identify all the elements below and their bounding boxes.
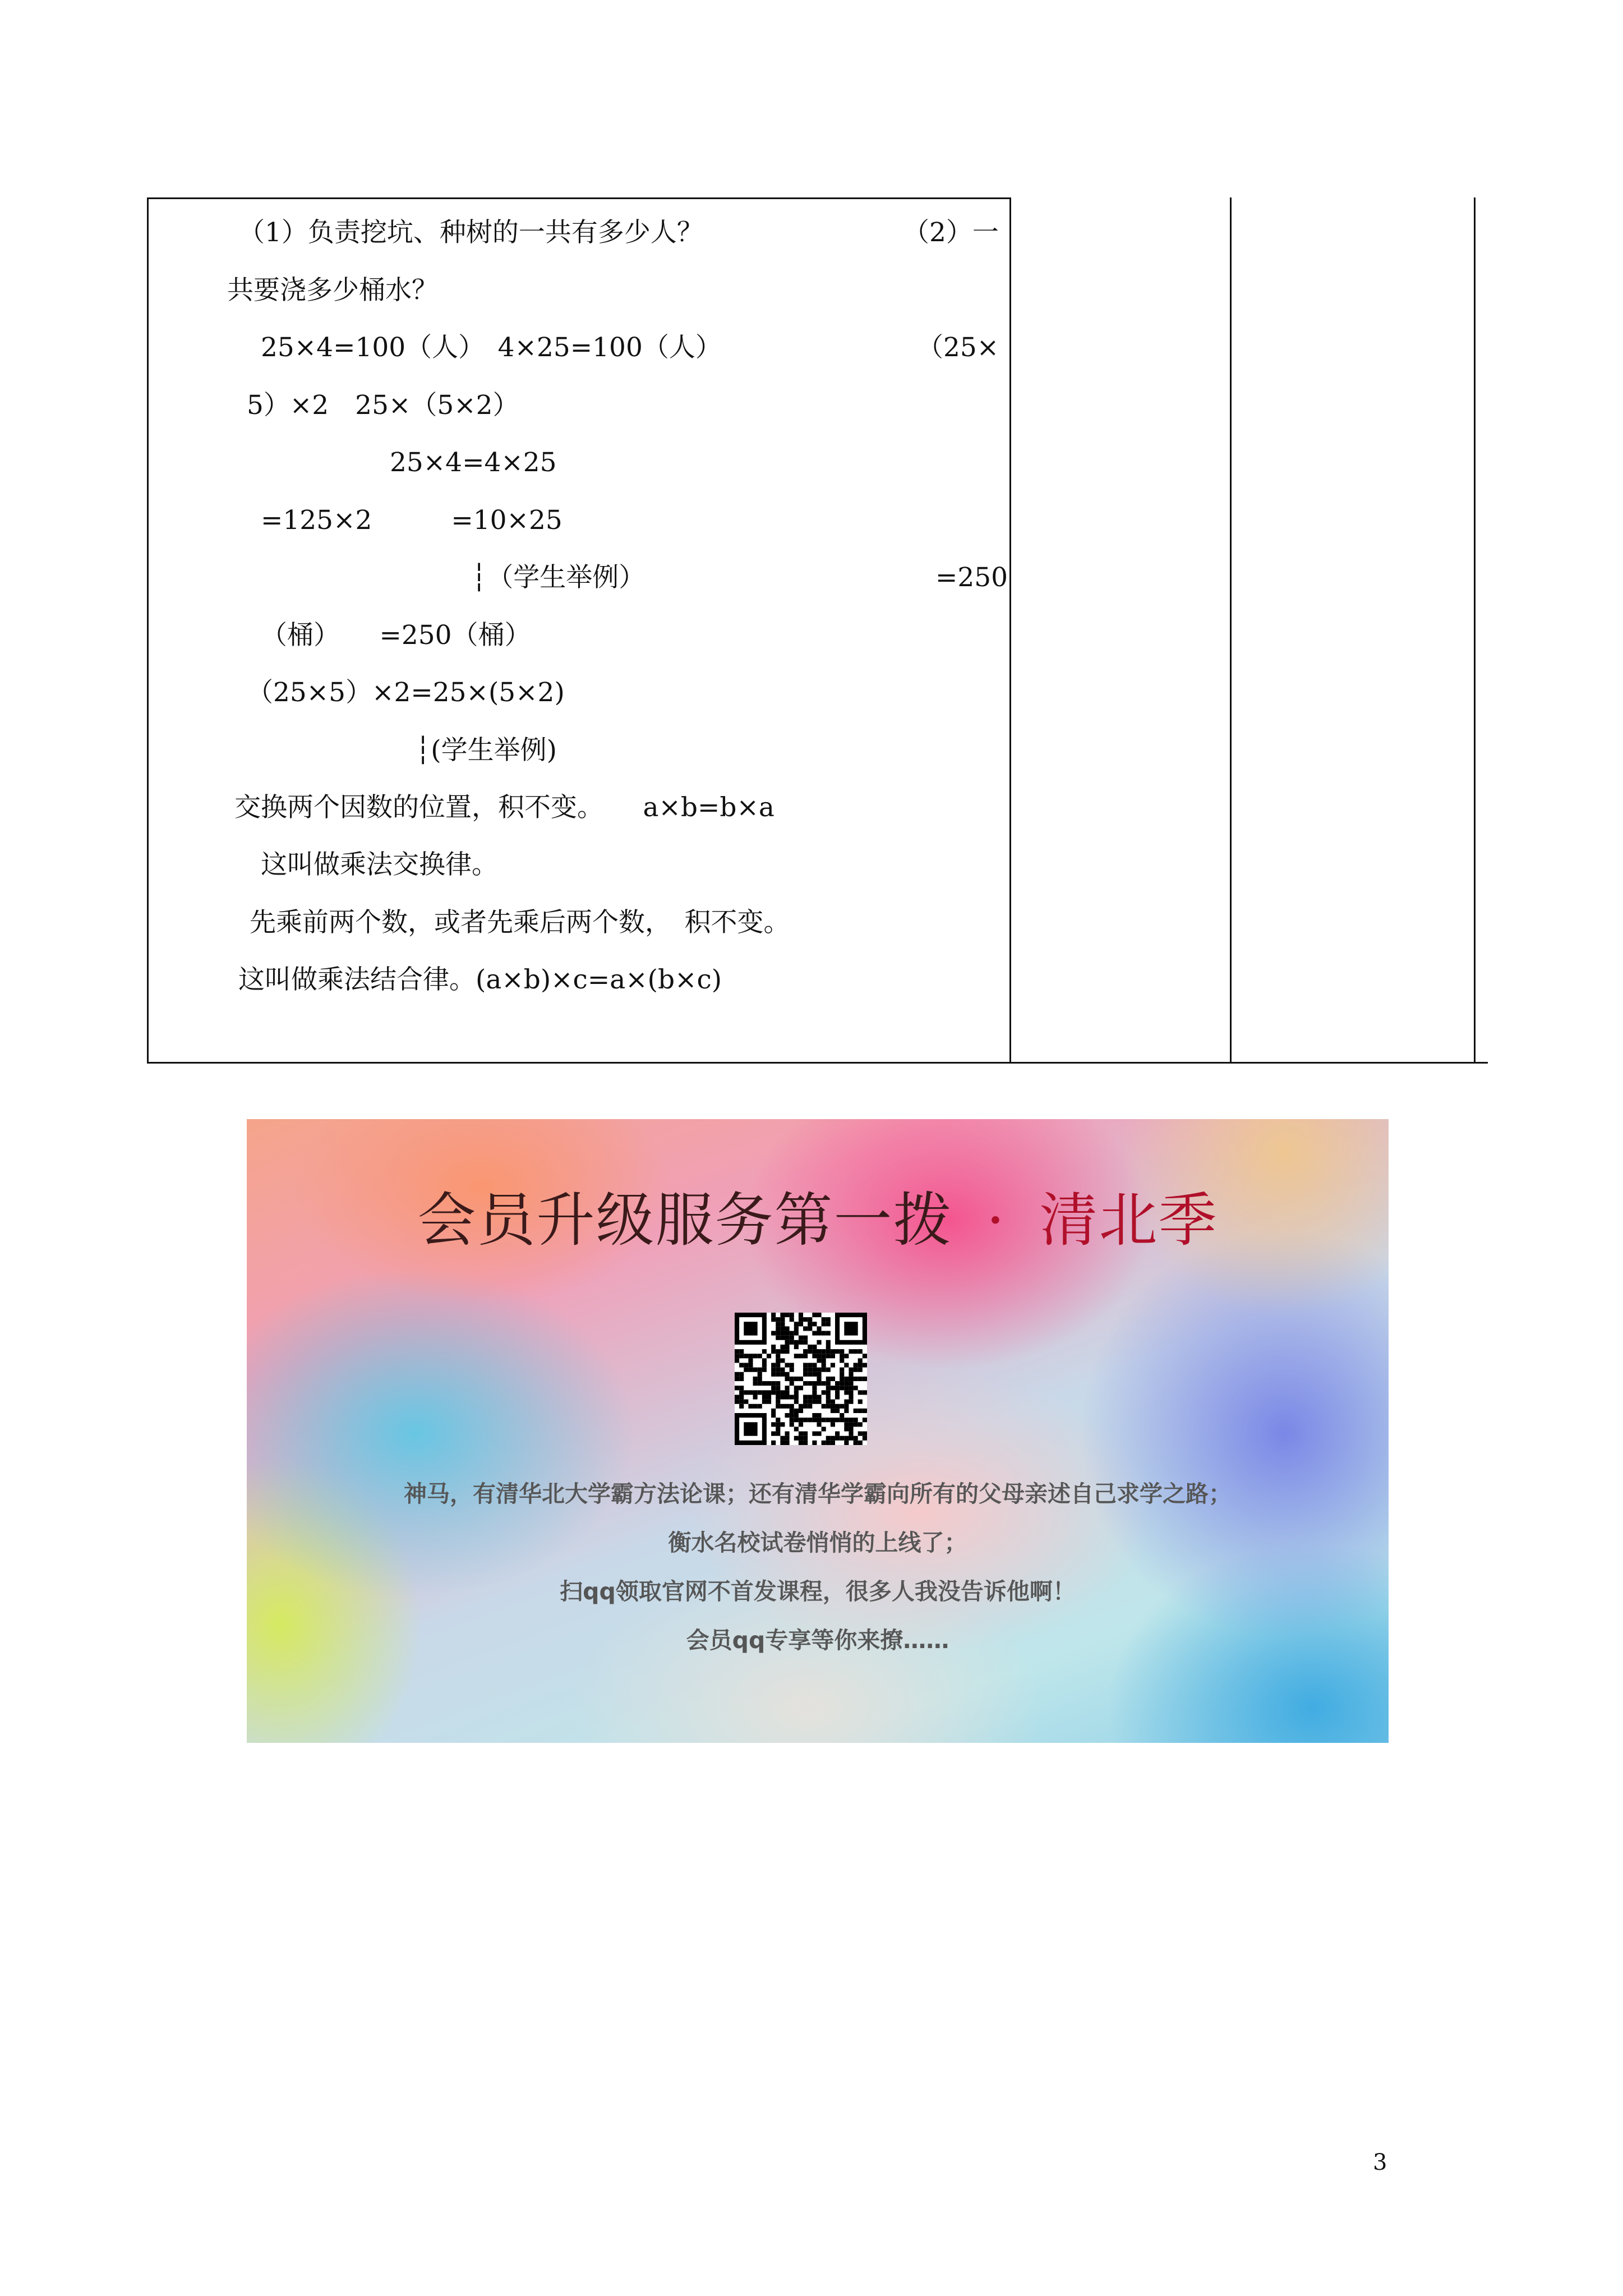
table-border-top [147, 197, 1011, 199]
banner-title-dot: · [986, 1186, 1006, 1254]
calc-line-5: （桶） =250（桶） [261, 620, 531, 651]
banner-line-4: 会员qq专享等你来撩…… [686, 1627, 949, 1654]
table-border-right [1474, 197, 1476, 1064]
student-example-2: ┆(学生举例) [415, 735, 557, 766]
banner-title [247, 1184, 1389, 1257]
question-2-end: 共要浇多少桶水？ [227, 275, 438, 306]
calc-line-3: 25×4=4×25 [390, 447, 557, 478]
calc-line-6: （25×5）×2=25×(5×2) [247, 677, 565, 708]
calc-line-1: 25×4=100（人） 4×25=100（人） [261, 332, 722, 363]
student-example-1: ┆（学生举例） [471, 562, 645, 593]
page-number: 3 [1373, 2150, 1387, 2175]
banner-line-2: 衡水名校试卷悄悄的上线了； [668, 1529, 967, 1556]
calc-line-4: =125×2 =10×25 [261, 505, 562, 536]
qr-code-icon[interactable] [735, 1313, 867, 1445]
banner-line-1: 神马，有清华北大学霸方法论课；还有清华学霸向所有的父母亲述自己求学之路； [404, 1480, 1232, 1507]
calc-result-1: =250 [935, 562, 1008, 593]
calc-line-1b: （25× [917, 332, 999, 363]
commutative-law-name: 这叫做乘法交换律。 [261, 849, 498, 880]
table-divider-2 [1230, 197, 1232, 1064]
table-divider-1 [1009, 197, 1011, 1064]
commutative-law: 交换两个因数的位置，积不变。 a×b=b×a [234, 792, 774, 823]
calc-line-2: 5）×2 25×（5×2） [247, 390, 519, 421]
associative-law: 先乘前两个数，或者先乘后两个数， 积不变。 [250, 907, 790, 938]
banner-title-accent: 清北季 [1039, 1186, 1218, 1254]
banner-line-3: 扫qq领取官网不首发课程，很多人我没告诉他啊！ [560, 1578, 1076, 1605]
banner-title-main: 会员升级服务第一拨 [417, 1186, 953, 1254]
question-2-start: （2）一 [903, 217, 999, 248]
question-1: （1）负责挖坑、种树的一共有多少人？ [238, 217, 703, 248]
table-border-left [147, 197, 149, 1064]
promo-banner[interactable] [247, 1119, 1389, 1743]
associative-law-name: 这叫做乘法结合律。(a×b)×c=a×(b×c) [238, 964, 722, 995]
table-border-bottom [147, 1062, 1488, 1064]
